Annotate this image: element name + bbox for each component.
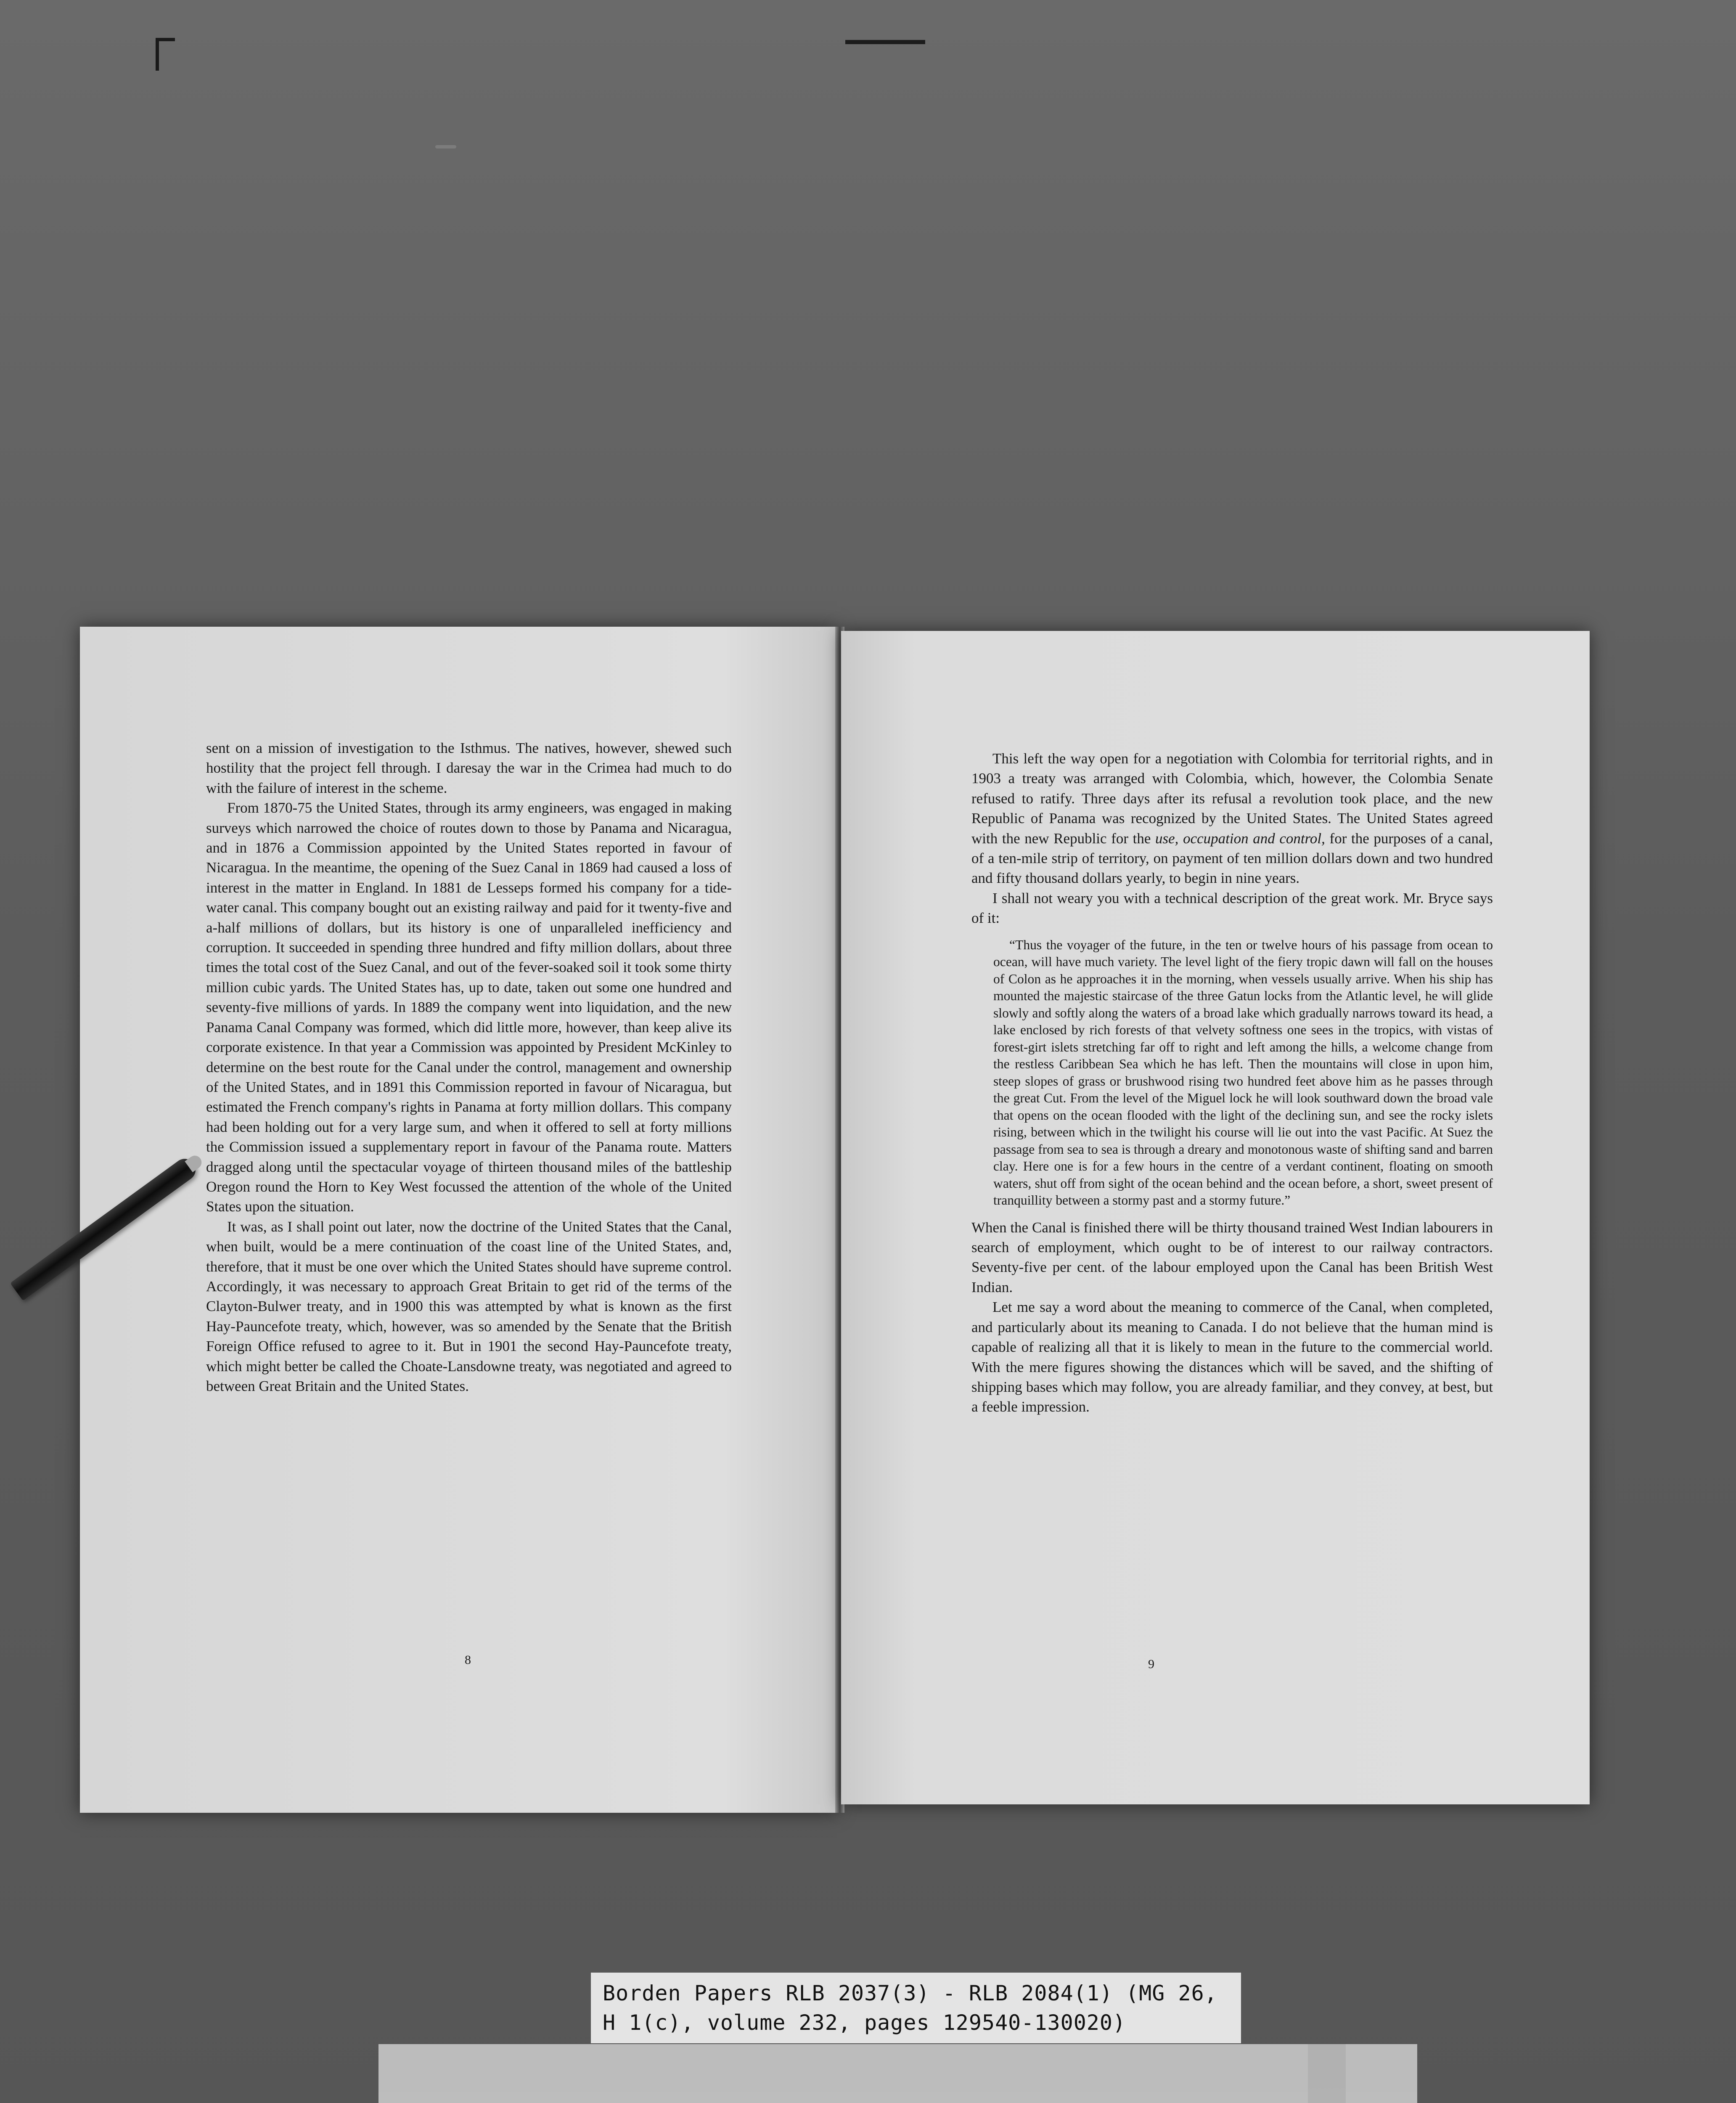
book-spread [80,627,1606,1813]
reference-label-line-1: Borden Papers RLB 2037(3) - RLB 2084(1) (MG 26, [603,1981,1217,2005]
left-page [80,627,837,1813]
reference-label-line-2: H 1(c), volume 232, pages 129540-130020) [603,2010,1126,2035]
right-paragraph-2: I shall not weary you with a technical description of the great work. Mr. Bryce says of it: [971,890,1493,927]
right-page-number: 9 [1148,1657,1154,1671]
right-paragraph-4: Let me say a word about the meaning to commerce of the Canal, when completed, and particularly about its meaning to Canada. I do not believe that the human mind is capable of realizing all that it is likely to mean in the future to the commercial world. With the mere figures showing the distances which will be saved, and the shifting of shipping bases which may follow, you are already familiar, and they convey, at best, but a feeble impression. [971,1299,1493,1415]
left-page-number: 8 [465,1653,471,1667]
right-page-text [971,749,1493,1417]
tape-strip-side [1308,2044,1346,2103]
left-paragraph-1: sent on a mission of investigation to the Isthmus. The natives, however, shewed such hostility that the project fell through. I daresay the war in the Crimea had much to do with the failure of interest in the scheme. [206,740,732,796]
left-paragraph-2: From 1870-75 the United States, through its army engineers, was engaged in making surveys which narrowed the choice of routes down to those by Panama and Nicaragua, and in 1876 a Commission appointed by the United States reported in favour of Nicaragua. In the meantime, the opening of the Suez Canal in 1869 had caused a loss of interest in the matter in England. In 1881 de Lesseps formed his company for a tide-water canal. This company bought out an existing railway and paid for it twenty-five and a-half millions of dollars, but its history is one of unparalleled inefficiency and corruption. It succeeded in spending three hundred and fifty million dollars, about three times the total cost of the Suez Canal, and out of the fever-soaked soil it took some thirty million cubic yards. The United States has, up to date, taken out some one hundred and seventy-five millions of yards. In 1889 the company went into liquidation, and the new Panama Canal Company was formed, which did little more, however, than keep alive its corporate existence. In that year a Commission was appointed by President McKinley to determine on the best route for the Canal under the control, management and ownership of the United States, and in 1891 this Commission reported in favour of Nicaragua, but estimated the French company's rights in Panama at forty million dollars. This company had been holding out for a very large sum, and when it offered to sell at forty millions the Commission issued a supplementary report in favour of the Panama route. Matters dragged along until the spectacular voyage of thirteen thousand miles of the battleship Oregon round the Horn to Key West focussed the attention of the whole of the United States upon the situation. [206,800,732,1215]
bryce-quote: “Thus the voyager of the future, in the ten or twelve hours of his passage from ocean to ocean, will have much variety. The level light of the fiery tropic dawn will fall on the houses of Colon as he approaches it in the morning, when vessels usually arrive. When his ship has mounted the majestic staircase of the three Gatun locks from the Atlantic level, he will glide slowly and softly along the waters of a broad lake which gradually narrows toward its head, a lake enclosed by rich forests of that velvety softness one sees in the tropics, with vistas of forest-girt islets stretching far off to right and left among the hills, a welcome change from the restless Caribbean Sea which he has left. Then the mountains will close in upon him, steep slopes of grass or brushwood rising two hundred feet above him as he passes through the great Cut. From the level of the Miguel lock he will look southward down the broad vale that opens on the ocean flooded with the light of the declining sun, and see the rocky islets rising, between which in the twilight his course will lie out into the vast Pacific. At Suez the passage from sea to sea is through a dreary and monotonous waste of shifting sand and barren clay. Here one is for a few hours in the centre of a verdant continent, floating on smooth waters, shut off from sight of the ocean behind and the ocean before, a short, sweet present of tranquillity between a stormy past and a stormy future.” [993,937,1493,1208]
left-page-text [206,738,732,1396]
left-paragraph-3: It was, as I shall point out later, now the doctrine of the United States that the Canal, when built, would be a mere continuation of the coast line of the United States, and, therefore, that it must be one over which the United States should have supreme control. Accordingly, it was necessary to approach Great Britain to get rid of the terms of the Clayton-Bulwer treaty, and in 1900 this was attempted by what is known as the first Hay-Pauncefote treaty, which, however, was so amended by the Senate that the British Foreign Office refused to agree to it. But in 1901 the second Hay-Pauncefote treaty, which might better be called the Choate-Lansdowne treaty, was negotiated and agreed to between Great Britain and the United States. [206,1218,732,1394]
right-paragraph-1 [971,749,1493,888]
archives-card [378,2044,1417,2103]
right-paragraph-3: When the Canal is finished there will be thirty thousand trained West Indian labourers in search of employment, which ought to be of interest to our railway contractors. Seventy-five per cent. of the labour employed upon the Canal has been British West Indian. [971,1219,1493,1295]
film-corner-mark [156,38,175,71]
right-paragraph-1-text-b: for the purposes of a canal, of a ten-mile strip of territory, on payment of ten million dollars down and two hundred and fifty thousand dollars yearly, to begin in nine years. [971,830,1493,887]
right-paragraph-1-text-a: This left the way open for a negotiation with Colombia for territorial rights, and in 1903 a treaty was arranged with Colombia, which, however, the Colombia Senate refused to ratify. Three days after its refusal a revolution took place, and the new Republic of Panama was recognized by the United States. The United States agreed with the new Republic for the [971,750,1493,847]
reference-label [591,1973,1241,2043]
tape-strip [378,2044,1417,2103]
film-top-bar [845,40,925,44]
film-speck [435,145,456,148]
right-page [841,631,1590,1804]
right-paragraph-1-italic: use, occupation and control, [1155,830,1325,847]
